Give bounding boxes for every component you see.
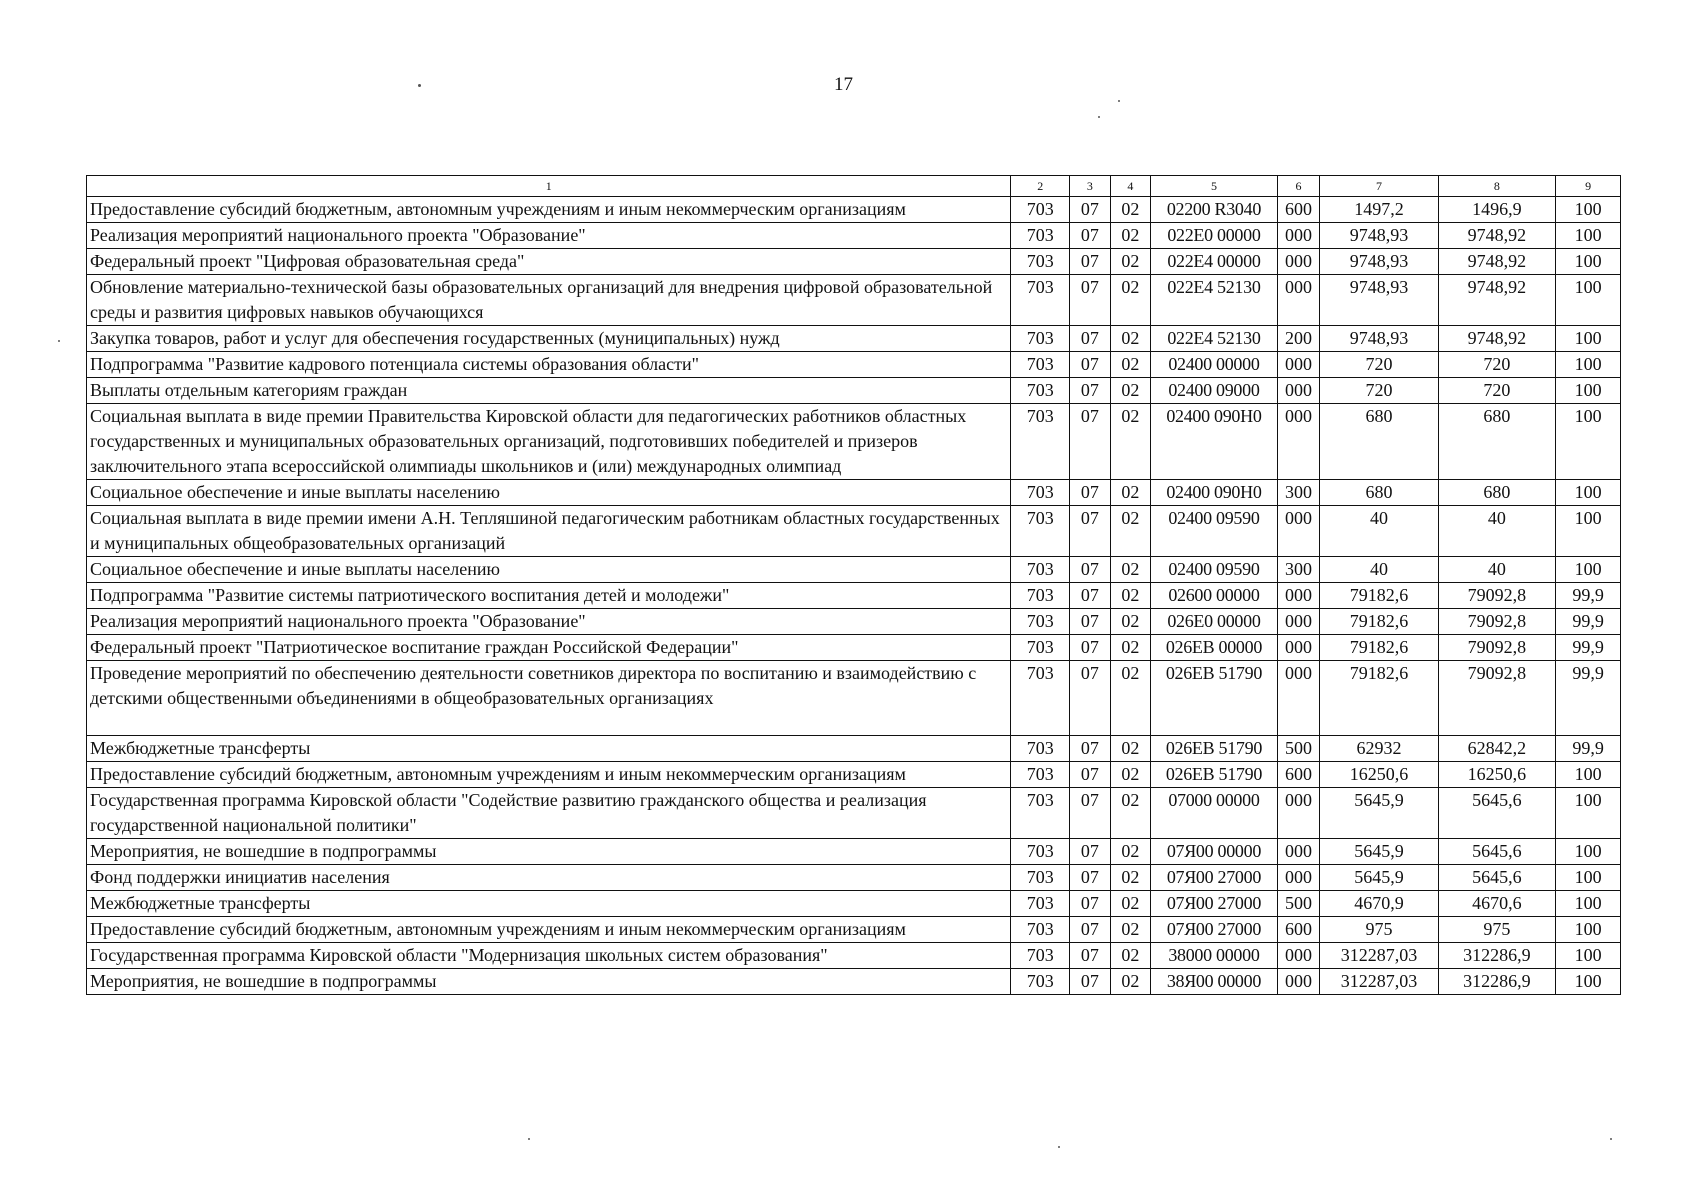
table-row (87, 865, 1621, 891)
row-name: Социальное обеспечение и иные выплаты населению (87, 557, 1011, 583)
cell-actual: 5645,6 (1438, 839, 1555, 865)
row-name: Социальная выплата в виде премии Правительства Кировской области для педагогических работников областных государственных и муниципальных образовательных организаций, подготовивших победителей и призеров заключительного этапа всероссийской олимпиады школьников и (или) международных олимпиад (87, 404, 1011, 480)
cell-ministry: 703 (1011, 506, 1070, 557)
cell-percent: 99,9 (1556, 635, 1621, 661)
cell-actual: 40 (1438, 506, 1555, 557)
cell-section: 07 (1070, 736, 1111, 762)
cell-section: 07 (1070, 661, 1111, 736)
cell-percent: 100 (1556, 275, 1621, 326)
cell-ministry: 703 (1011, 404, 1070, 480)
scan-speck (528, 1138, 530, 1140)
cell-plan: 9748,93 (1320, 223, 1438, 249)
cell-ministry: 703 (1011, 275, 1070, 326)
row-name: Проведение мероприятий по обеспечению деятельности советников директора по воспитанию и взаимодействию с детскими общественными объединениями в общеобразовательных организациях (87, 661, 1011, 736)
cell-section: 07 (1070, 275, 1111, 326)
cell-expense-type: 000 (1277, 506, 1320, 557)
cell-actual: 680 (1438, 480, 1555, 506)
cell-section: 07 (1070, 557, 1111, 583)
cell-target-code: 02400 09590 (1151, 557, 1278, 583)
cell-section: 07 (1070, 583, 1111, 609)
cell-target-code: 026Е0 00000 (1151, 609, 1278, 635)
cell-actual: 9748,92 (1438, 249, 1555, 275)
cell-subsection: 02 (1110, 249, 1151, 275)
cell-subsection: 02 (1110, 506, 1151, 557)
cell-target-code: 02400 090Н0 (1151, 404, 1278, 480)
cell-section: 07 (1070, 969, 1111, 995)
col-header: 8 (1438, 176, 1555, 197)
cell-percent: 100 (1556, 352, 1621, 378)
cell-section: 07 (1070, 326, 1111, 352)
row-name: Реализация мероприятий национального проекта "Образование" (87, 609, 1011, 635)
cell-plan: 9748,93 (1320, 326, 1438, 352)
row-name: Федеральный проект "Цифровая образовательная среда" (87, 249, 1011, 275)
scan-speck (1610, 1138, 1612, 1140)
cell-target-code: 07Я00 27000 (1151, 891, 1278, 917)
cell-plan: 79182,6 (1320, 583, 1438, 609)
cell-plan: 79182,6 (1320, 609, 1438, 635)
cell-ministry: 703 (1011, 557, 1070, 583)
row-name: Межбюджетные трансферты (87, 891, 1011, 917)
cell-target-code: 022Е4 52130 (1151, 275, 1278, 326)
cell-actual: 9748,92 (1438, 223, 1555, 249)
table-row (87, 762, 1621, 788)
page-number: 17 (834, 74, 853, 95)
cell-actual: 312286,9 (1438, 969, 1555, 995)
cell-target-code: 02200 R3040 (1151, 197, 1278, 223)
row-name: Мероприятия, не вошедшие в подпрограммы (87, 969, 1011, 995)
cell-percent: 100 (1556, 557, 1621, 583)
table-row (87, 506, 1621, 557)
cell-ministry: 703 (1011, 839, 1070, 865)
table-row (87, 661, 1621, 736)
cell-section: 07 (1070, 352, 1111, 378)
cell-ministry: 703 (1011, 917, 1070, 943)
cell-percent: 100 (1556, 788, 1621, 839)
cell-actual: 4670,6 (1438, 891, 1555, 917)
cell-section: 07 (1070, 404, 1111, 480)
cell-expense-type: 000 (1277, 969, 1320, 995)
cell-actual: 5645,6 (1438, 788, 1555, 839)
cell-percent: 100 (1556, 917, 1621, 943)
scan-speck (1058, 1146, 1060, 1148)
cell-subsection: 02 (1110, 917, 1151, 943)
cell-subsection: 02 (1110, 839, 1151, 865)
col-header: 3 (1070, 176, 1111, 197)
cell-section: 07 (1070, 891, 1111, 917)
row-name: Социальная выплата в виде премии имени А.Н. Тепляшиной педагогическим работникам областных государственных и муниципальных общеобразовательных организаций (87, 506, 1011, 557)
row-name: Предоставление субсидий бюджетным, автономным учреждениям и иным некоммерческим организациям (87, 762, 1011, 788)
cell-plan: 16250,6 (1320, 762, 1438, 788)
cell-target-code: 07Я00 00000 (1151, 839, 1278, 865)
cell-percent: 100 (1556, 506, 1621, 557)
cell-target-code: 022Е4 00000 (1151, 249, 1278, 275)
cell-percent: 99,9 (1556, 583, 1621, 609)
cell-expense-type: 000 (1277, 788, 1320, 839)
row-name: Выплаты отдельным категориям граждан (87, 378, 1011, 404)
cell-target-code: 02400 09590 (1151, 506, 1278, 557)
row-name: Межбюджетные трансферты (87, 736, 1011, 762)
table-row (87, 891, 1621, 917)
cell-subsection: 02 (1110, 865, 1151, 891)
cell-ministry: 703 (1011, 788, 1070, 839)
table-row (87, 788, 1621, 839)
cell-subsection: 02 (1110, 583, 1151, 609)
cell-actual: 9748,92 (1438, 326, 1555, 352)
cell-plan: 62932 (1320, 736, 1438, 762)
scan-speck (1118, 100, 1120, 102)
cell-expense-type: 300 (1277, 480, 1320, 506)
budget-table (86, 175, 1621, 995)
cell-actual: 975 (1438, 917, 1555, 943)
cell-subsection: 02 (1110, 275, 1151, 326)
cell-actual: 79092,8 (1438, 583, 1555, 609)
cell-subsection: 02 (1110, 352, 1151, 378)
cell-section: 07 (1070, 249, 1111, 275)
cell-expense-type: 000 (1277, 378, 1320, 404)
cell-percent: 99,9 (1556, 661, 1621, 736)
cell-actual: 5645,6 (1438, 865, 1555, 891)
col-header: 6 (1277, 176, 1320, 197)
cell-actual: 720 (1438, 378, 1555, 404)
table-row (87, 197, 1621, 223)
table-row (87, 839, 1621, 865)
cell-plan: 1497,2 (1320, 197, 1438, 223)
table-row (87, 943, 1621, 969)
cell-subsection: 02 (1110, 943, 1151, 969)
cell-target-code: 022Е0 00000 (1151, 223, 1278, 249)
cell-subsection: 02 (1110, 557, 1151, 583)
cell-ministry: 703 (1011, 480, 1070, 506)
cell-percent: 100 (1556, 762, 1621, 788)
cell-section: 07 (1070, 943, 1111, 969)
cell-subsection: 02 (1110, 197, 1151, 223)
col-header: 1 (87, 176, 1011, 197)
cell-ministry: 703 (1011, 969, 1070, 995)
cell-expense-type: 000 (1277, 275, 1320, 326)
scan-speck (1098, 116, 1100, 118)
cell-plan: 312287,03 (1320, 969, 1438, 995)
cell-subsection: 02 (1110, 762, 1151, 788)
table-row (87, 736, 1621, 762)
cell-percent: 100 (1556, 969, 1621, 995)
cell-actual: 720 (1438, 352, 1555, 378)
table-row (87, 557, 1621, 583)
cell-section: 07 (1070, 788, 1111, 839)
cell-target-code: 026ЕВ 00000 (1151, 635, 1278, 661)
cell-percent: 100 (1556, 197, 1621, 223)
col-header: 7 (1320, 176, 1438, 197)
cell-percent: 99,9 (1556, 609, 1621, 635)
row-name: Обновление материально-технической базы образовательных организаций для внедрения цифровой образовательной среды и развития цифровых навыков обучающихся (87, 275, 1011, 326)
cell-subsection: 02 (1110, 223, 1151, 249)
cell-ministry: 703 (1011, 609, 1070, 635)
cell-plan: 79182,6 (1320, 661, 1438, 736)
cell-plan: 720 (1320, 378, 1438, 404)
cell-expense-type: 000 (1277, 661, 1320, 736)
cell-actual: 312286,9 (1438, 943, 1555, 969)
cell-section: 07 (1070, 506, 1111, 557)
table-row (87, 917, 1621, 943)
row-name: Федеральный проект "Патриотическое воспитание граждан Российской Федерации" (87, 635, 1011, 661)
cell-ministry: 703 (1011, 891, 1070, 917)
row-name: Фонд поддержки инициатив населения (87, 865, 1011, 891)
cell-percent: 100 (1556, 378, 1621, 404)
cell-target-code: 026ЕВ 51790 (1151, 762, 1278, 788)
cell-percent: 100 (1556, 404, 1621, 480)
col-header: 9 (1556, 176, 1621, 197)
cell-expense-type: 000 (1277, 943, 1320, 969)
cell-actual: 680 (1438, 404, 1555, 480)
cell-percent: 100 (1556, 480, 1621, 506)
cell-target-code: 38000 00000 (1151, 943, 1278, 969)
cell-plan: 5645,9 (1320, 839, 1438, 865)
cell-actual: 79092,8 (1438, 609, 1555, 635)
table-row (87, 583, 1621, 609)
table-row (87, 249, 1621, 275)
cell-plan: 312287,03 (1320, 943, 1438, 969)
cell-ministry: 703 (1011, 223, 1070, 249)
cell-plan: 5645,9 (1320, 865, 1438, 891)
cell-expense-type: 500 (1277, 736, 1320, 762)
cell-section: 07 (1070, 839, 1111, 865)
cell-plan: 9748,93 (1320, 275, 1438, 326)
cell-actual: 62842,2 (1438, 736, 1555, 762)
cell-target-code: 07Я00 27000 (1151, 865, 1278, 891)
table-row (87, 609, 1621, 635)
cell-ministry: 703 (1011, 197, 1070, 223)
cell-expense-type: 000 (1277, 609, 1320, 635)
scan-speck (58, 340, 60, 342)
table-row (87, 480, 1621, 506)
cell-ministry: 703 (1011, 249, 1070, 275)
cell-subsection: 02 (1110, 635, 1151, 661)
row-name: Подпрограмма "Развитие системы патриотического воспитания детей и молодежи" (87, 583, 1011, 609)
cell-subsection: 02 (1110, 788, 1151, 839)
cell-expense-type: 000 (1277, 583, 1320, 609)
cell-target-code: 07000 00000 (1151, 788, 1278, 839)
cell-target-code: 02600 00000 (1151, 583, 1278, 609)
table-row (87, 352, 1621, 378)
cell-subsection: 02 (1110, 326, 1151, 352)
cell-target-code: 38Я00 00000 (1151, 969, 1278, 995)
cell-expense-type: 600 (1277, 762, 1320, 788)
cell-percent: 100 (1556, 943, 1621, 969)
cell-actual: 9748,92 (1438, 275, 1555, 326)
table-row (87, 326, 1621, 352)
cell-expense-type: 000 (1277, 223, 1320, 249)
row-name: Социальное обеспечение и иные выплаты населению (87, 480, 1011, 506)
cell-section: 07 (1070, 480, 1111, 506)
cell-expense-type: 000 (1277, 839, 1320, 865)
cell-plan: 5645,9 (1320, 788, 1438, 839)
cell-subsection: 02 (1110, 480, 1151, 506)
row-name: Реализация мероприятий национального проекта "Образование" (87, 223, 1011, 249)
row-name: Государственная программа Кировской области "Содействие развитию гражданского общества и реализация государственной национальной политики" (87, 788, 1011, 839)
cell-target-code: 07Я00 27000 (1151, 917, 1278, 943)
cell-target-code: 02400 09000 (1151, 378, 1278, 404)
col-header: 5 (1151, 176, 1278, 197)
cell-ministry: 703 (1011, 943, 1070, 969)
table-row (87, 635, 1621, 661)
cell-subsection: 02 (1110, 609, 1151, 635)
cell-ministry: 703 (1011, 352, 1070, 378)
cell-section: 07 (1070, 378, 1111, 404)
cell-ministry: 703 (1011, 865, 1070, 891)
row-name: Предоставление субсидий бюджетным, автономным учреждениям и иным некоммерческим организациям (87, 917, 1011, 943)
cell-section: 07 (1070, 223, 1111, 249)
cell-actual: 79092,8 (1438, 635, 1555, 661)
cell-percent: 100 (1556, 891, 1621, 917)
cell-expense-type: 500 (1277, 891, 1320, 917)
cell-ministry: 703 (1011, 661, 1070, 736)
cell-ministry: 703 (1011, 635, 1070, 661)
cell-ministry: 703 (1011, 762, 1070, 788)
row-name: Закупка товаров, работ и услуг для обеспечения государственных (муниципальных) нужд (87, 326, 1011, 352)
cell-expense-type: 300 (1277, 557, 1320, 583)
cell-ministry: 703 (1011, 378, 1070, 404)
cell-section: 07 (1070, 917, 1111, 943)
cell-plan: 680 (1320, 404, 1438, 480)
cell-expense-type: 000 (1277, 404, 1320, 480)
col-header: 4 (1110, 176, 1151, 197)
cell-section: 07 (1070, 635, 1111, 661)
cell-ministry: 703 (1011, 583, 1070, 609)
cell-plan: 9748,93 (1320, 249, 1438, 275)
cell-percent: 100 (1556, 326, 1621, 352)
cell-subsection: 02 (1110, 404, 1151, 480)
table-row (87, 275, 1621, 326)
cell-plan: 40 (1320, 557, 1438, 583)
cell-actual: 79092,8 (1438, 661, 1555, 736)
header-row (87, 176, 1621, 197)
cell-expense-type: 000 (1277, 352, 1320, 378)
cell-section: 07 (1070, 197, 1111, 223)
cell-target-code: 02400 00000 (1151, 352, 1278, 378)
cell-subsection: 02 (1110, 969, 1151, 995)
table-row (87, 378, 1621, 404)
cell-plan: 720 (1320, 352, 1438, 378)
cell-plan: 79182,6 (1320, 635, 1438, 661)
cell-subsection: 02 (1110, 661, 1151, 736)
table-body (87, 197, 1621, 995)
cell-percent: 100 (1556, 249, 1621, 275)
cell-plan: 975 (1320, 917, 1438, 943)
cell-target-code: 022Е4 52130 (1151, 326, 1278, 352)
row-name: Мероприятия, не вошедшие в подпрограммы (87, 839, 1011, 865)
cell-expense-type: 000 (1277, 865, 1320, 891)
cell-plan: 40 (1320, 506, 1438, 557)
cell-section: 07 (1070, 865, 1111, 891)
cell-plan: 680 (1320, 480, 1438, 506)
table-row (87, 223, 1621, 249)
cell-section: 07 (1070, 762, 1111, 788)
row-name: Государственная программа Кировской области "Модернизация школьных систем образования" (87, 943, 1011, 969)
cell-percent: 100 (1556, 839, 1621, 865)
cell-ministry: 703 (1011, 736, 1070, 762)
cell-subsection: 02 (1110, 378, 1151, 404)
cell-actual: 1496,9 (1438, 197, 1555, 223)
cell-percent: 100 (1556, 223, 1621, 249)
cell-target-code: 02400 090Н0 (1151, 480, 1278, 506)
col-header: 2 (1011, 176, 1070, 197)
table-row (87, 404, 1621, 480)
row-name: Подпрограмма "Развитие кадрового потенциала системы образования области" (87, 352, 1011, 378)
cell-subsection: 02 (1110, 736, 1151, 762)
cell-section: 07 (1070, 609, 1111, 635)
cell-actual: 40 (1438, 557, 1555, 583)
scan-speck (418, 84, 421, 87)
cell-actual: 16250,6 (1438, 762, 1555, 788)
cell-percent: 100 (1556, 865, 1621, 891)
cell-expense-type: 000 (1277, 635, 1320, 661)
cell-expense-type: 600 (1277, 197, 1320, 223)
cell-subsection: 02 (1110, 891, 1151, 917)
row-name: Предоставление субсидий бюджетным, автономным учреждениям и иным некоммерческим организациям (87, 197, 1011, 223)
cell-ministry: 703 (1011, 326, 1070, 352)
cell-expense-type: 200 (1277, 326, 1320, 352)
cell-target-code: 026ЕВ 51790 (1151, 661, 1278, 736)
table-row (87, 969, 1621, 995)
cell-target-code: 026ЕВ 51790 (1151, 736, 1278, 762)
cell-expense-type: 000 (1277, 249, 1320, 275)
cell-percent: 99,9 (1556, 736, 1621, 762)
cell-expense-type: 600 (1277, 917, 1320, 943)
cell-plan: 4670,9 (1320, 891, 1438, 917)
